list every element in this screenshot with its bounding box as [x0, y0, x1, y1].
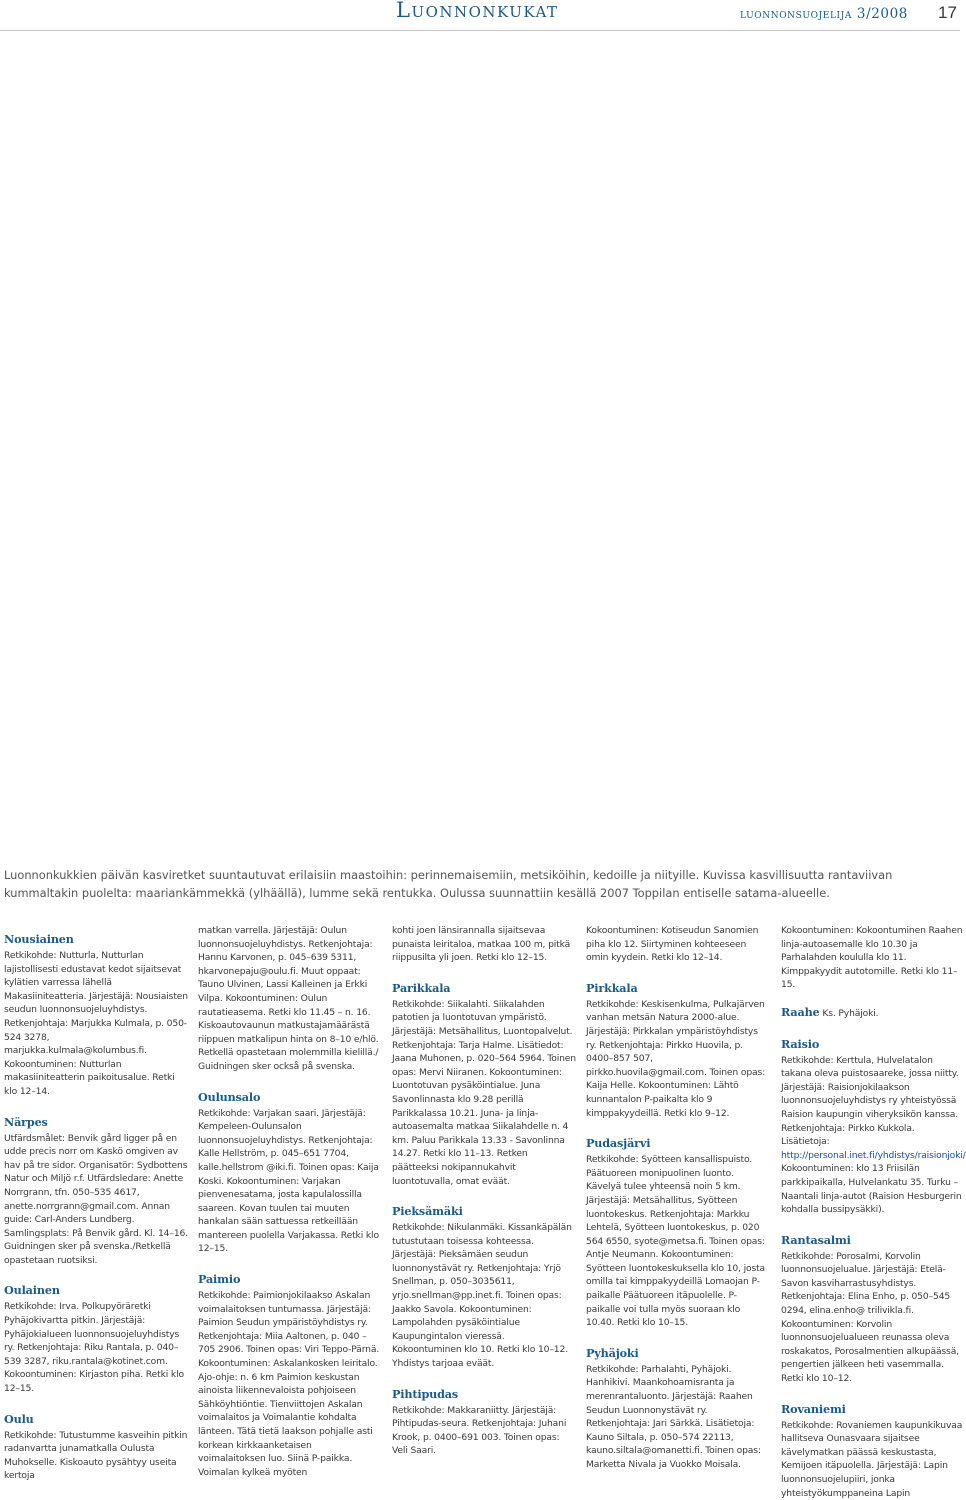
text-raisio-part2: Kokoontuminen: klo 13 Friisilän parkkipaikalla, Hulvelankatu 35. Turku – Naantali linja-autot (Raision Hesburgerin kohdalla bussipysäkki). [781, 1163, 962, 1216]
text-oulainen: Retkikohde: Irva. Polkupyöräretki Pyhäjokivartta pitkin. Järjestäjä: Pyhäjokialueen luonnonsuojeluyhdistys ry. Retkenjohtaja: Riku Rantala, p. 040–539 3287, riku.rantala@kotinet.com. Kokoontuminen: Kirjaston piha. Retki klo 12–15. [4, 1301, 184, 1395]
header-rule [0, 30, 960, 31]
column-1 [4, 924, 188, 1483]
text-pyhajoki-continued: Kokoontuminen: Kokoontuminen Raahen linja-autoasemalle klo 10.30 ja Parhalahden koululla klo 11. Kimppakyydit autotomille. Retki klo 11–15. [781, 925, 963, 991]
heading-paimio: Paimio [198, 1272, 241, 1287]
column-3 [392, 924, 576, 1458]
text-narpes: Utfärdsmålet: Benvik gård ligger på en udde precis norr om Kaskö omgiven av hav på tre sidor. Organisatör: Sydbottens Natur och Miljö r.f. Utfärdsledare: Anette Norrgrann, tfn. 050–535 4617, anette.norrgrann@gmail.com. Annan guide: Carl-Anders Lundberg. Samlingsplats: På Benvik gård. Kl. 14–16. Guidningen sker på svenska./Retkellä opastetaan ruotsiksi. [4, 1132, 188, 1266]
page-number: 17 [938, 3, 957, 22]
text-pudasjarvi: Retkikohde: Syötteen kansallispuisto. Päätuoreen monipuolinen luonto. Kävelyä tulee yhteensä noin 5 km. Järjestäjä: Metsähallitus, Syötteen luontokeskus. Retkenjohtaja: Markku Lehtelä, Syötteen luontokeskus, p. 020 564 6550, syote@metsa.fi. Toinen opas: Antje Neumann. Kokoontuminen: Syötteen luontokeskuksella klo 10, josta omilla tai kimppakyydeillä Lomaojan P-paikalle Päätuoreen itäpuolelle. P-paikalle voi tulla myös suoraan klo 10.40. Retki klo 10–15. [586, 1154, 766, 1329]
heading-pudasjarvi: Pudasjärvi [586, 1136, 651, 1151]
heading-pihtipudas: Pihtipudas [392, 1386, 459, 1401]
text-pyhajoki: Retkikohde: Parhalahti, Pyhäjoki. Hanhikivi. Maankohoamisranta ja merenrantaluonto. Järjestäjä: Raahen Seudun Luonnonystävät ry. Retkenjohtaja: Jari Särkkä. Lisätietoja: Kauno Siltala, p. 050–574 22113, kauno.siltala@omanetti.fi. Toinen opas: Marketta Nivala ja Vuokko Moisala. [586, 1363, 761, 1470]
column-2 [198, 924, 382, 1479]
heading-nousiainen: Nousiainen [4, 932, 74, 946]
column-4 [586, 924, 770, 1472]
heading-pirkkala: Pirkkala [586, 980, 638, 995]
issue-label: luonnonsuojelija 3/2008 [740, 6, 908, 22]
photo-area [0, 36, 960, 854]
raahe-entry [781, 1006, 965, 1021]
text-pirkkala: Retkikohde: Keskisenkulma, Pulkajärven vanhan metsän Natura 2000-alue. Järjestäjä: Pirkkalan ympäristöyhdistys ry. Retkenjohtaja: Pirkko Huovila, p. 0400–857 507, pirkko.huovila@gmail.com. Toinen opas: Kaija Helle. Kokoontuminen: Lähtö kunnantalon P-paikalta klo 9 kimppakyydeillä. Retki klo 9–12. [586, 998, 766, 1119]
text-raahe: Ks. Pyhäjoki. [819, 1007, 879, 1019]
heading-rantasalmi: Rantasalmi [781, 1232, 851, 1247]
heading-parikkala: Parikkala [392, 980, 451, 995]
section-title: Luonnonkukat [396, 0, 559, 22]
text-parikkala: Retkikohde: Siikalahti. Siikalahden patotien ja luontotuvan ympäristö. Järjestäjä: Metsähallitus, Luontopalvelut. Retkenjohtaja: Tarja Halme. Lisätiedot: Jaana Muhonen, p. 020–564 5964. Toinen opas: Mervi Niiranen. Kokoontuminen: Luontotuvan pysäköintialue. Juna Savonlinnasta klo 9.28 perillä Parikkalassa 10.21. Juna- ja linja-autoasemalta matkaa Siikalahdelle n. 4 km. Paluu Parikkala 13.33 - Savonlinna 14.27. Retki klo 11–13. Retken päätteeksi nokipannukahvit luontotuvalla, omat eväät. [392, 998, 576, 1187]
text-pihtipudas: Retkikohde: Makkaraniitty. Järjestäjä: Pihtipudas-seura. Retkenjohtaja: Juhani Krook, p. 0400–691 003. Toinen opas: Veli Saari. [392, 1404, 567, 1457]
text-oulu-continued: matkan varrella. Järjestäjä: Oulun luonnonsuojeluyhdistys. Retkenjohtaja: Hannu Karvonen, p. 045–639 5311, hkarvonepaju@oulu.fi. Muut oppaat: Tauno Ulvinen, Lassi Kalleinen ja Erkki Vilpa. Kokoontuminen: Oulun rautatieasema. Retki klo 11.45 – n. 16. Kiskoautovaunun matkustajamäärästä riippuen matkalipun hinta on 8–10 e/hlö. Retkellä opastetaan molemmilla kielillä./ Guidningen sker också på svenska. [198, 925, 379, 1072]
heading-oulu: Oulu [4, 1411, 34, 1426]
heading-pieksamaki: Pieksämäki [392, 1204, 463, 1219]
heading-rovaniemi: Rovaniemi [781, 1401, 846, 1416]
text-rantasalmi: Retkikohde: Porosalmi, Korvolin luonnonsuojelualue. Järjestäjä: Etelä-Savon kasviharrastusyhdistys. Retkenjohtaja: Elina Enho, p. 050–545 0294, elina.enho@ trilivikla.fi. Kokoontuminen: Korvolin luonnonsuojelualueen reunassa oleva roskakatos, Porosalmentien alkupäässä, pengertien jälkeen heti vasemmalla. Retki klo 10–12. [781, 1250, 959, 1385]
text-raisio-part1: Retkikohde: Kerttula, Hulvelatalon takana oleva puistosaareke, jossa niitty. Järjestäjä: Raisionjokilaakson luonnonsuojeluyhdistys ry yhteistyössä Raision kaupungin viheryksikön kanssa. Retkenjohtaja: Pirkko Kukkola. Lisätietoja: [781, 1054, 959, 1148]
text-pieksamaki: Retkikohde: Nikulanmäki. Kissankäpälän tutustutaan toisessa kohteessa. Järjestäjä: Pieksämäen seudun luonnonystävät ry. Retkenjohtaja: Yrjö Snellman, p. 050–3035611, yrjo.snellman@pp.inet.fi. Toinen opas: Jaakko Savola. Kokoontuminen: Lampolahden pysäköintialue Kaupungintalon vieressä. Kokoontuminen klo 10. Retki klo 10–12. Yhdistys tarjoaa eväät. [392, 1222, 572, 1370]
column-5 [781, 924, 965, 1500]
text-raisio [781, 1054, 965, 1217]
text-nousiainen: Retkikohde: Nutturla, Nutturlan lajistollisesti edustavat kedot sijaitsevat kylätien varressa lähellä Makasiiniteatteria. Järjestäjä: Nousiaisten seudun luonnonsuojeluyhdistys. Retkenjohtaja: Marjukka Kulmala, p. 050-524 3278, marjukka.kulmala@kolumbus.fi. Kokoontuminen: Nutturlan makasiiniteatterin paikoitusalue. Retki klo 12–14. [4, 950, 188, 1097]
text-paimio-continued: kohti joen länsirannalla sijaitsevaa punaista leiritaloa, matkaa 100 m, pitkä riippusilta yli joen. Retki klo 12–15. [392, 925, 571, 964]
heading-raisio: Raisio [781, 1036, 820, 1051]
text-pihtipudas-continued: Kokoontuminen: Kotiseudun Sanomien piha klo 12. Siirtyminen kohteeseen omin kyydein. Retki klo 12–14. [586, 925, 759, 964]
text-oulunsalo: Retkikohde: Varjakan saari. Järjestäjä: Kempeleen-Oulunsalon luonnonsuojeluyhdistys. Retkenjohtaja: Kalle Hellström, p. 045–651 7704, kalle.hellstrom @iki.fi. Toinen opas: Kaija Koski. Kokoontuminen: Varjakan pienvenesatama, josta kapulalossilla saareen. Kovan tuulen tai muuten hankalan sään sattuessa retkeillään mantereen puolella Varjakassa. Retki klo 12–15. [198, 1107, 379, 1255]
text-paimio: Retkikohde: Paimionjokilaakso Askalan voimalaitoksen tuntumassa. Järjestäjä: Paimion Seudun ympäristöyhdistys ry. Retkenjohtaja: Miia Aaltonen, p. 040 –705 2906. Toinen opas: Viri Teppo-Pärnä. Kokoontuminen: Askalankosken leiritalo. Ajo-ohje: n. 6 km Paimion keskustan ainoista liikennevaloista pohjoiseen Sähköyhtiöntie. Tienviittojen Askalan voimalaitos ja Voimalantie kohdalta länteen. Tätä tietä laakson pohjalle asti korkean kirkkaanketaisen voimalaitoksen luo. Siinä P-paikka. Voimalan kylkeä myöten [198, 1290, 380, 1478]
text-rovaniemi: Retkikohde: Rovaniemen kaupunkikuvaa hallitseva Ounasvaara sijaitsee kävelymatkan päässä keskustasta, Kemijoen itäpuolella. Järjestäjä: Lapin luonnonsuojelupiiri, jonka yhteistyökumppaneina Lapin [781, 1419, 963, 1499]
heading-raahe: Raahe [781, 1004, 820, 1019]
page-header [0, 0, 960, 30]
photo-caption: Luonnonkukkien päivän kasviretket suuntautuvat erilaisiin maastoihin: perinnemaisemiin, metsiköihin, kedoille ja niityille. Kuvissa kasvillisuutta rantaviivan kummaltakin puolelta: maariankämmekkä (ylhäällä), lumme sekä rentukka. Oulussa suunnattiin kesällä 2007 Toppilan entiselle satama-alueelle. [4, 868, 893, 900]
raisio-website-link[interactable]: http://personal.inet.fi/yhdistys/raisionjoki/ [781, 1149, 966, 1161]
heading-oulunsalo: Oulunsalo [198, 1089, 261, 1104]
heading-pyhajoki: Pyhäjoki [586, 1345, 639, 1360]
heading-narpes: Närpes [4, 1114, 48, 1129]
text-oulu: Retkikohde: Tutustumme kasveihin pitkin radanvartta junamatkalla Oulusta Muhokselle. Kiskoauto pysähtyy useita kertoja [4, 1429, 188, 1482]
heading-oulainen: Oulainen [4, 1283, 60, 1298]
